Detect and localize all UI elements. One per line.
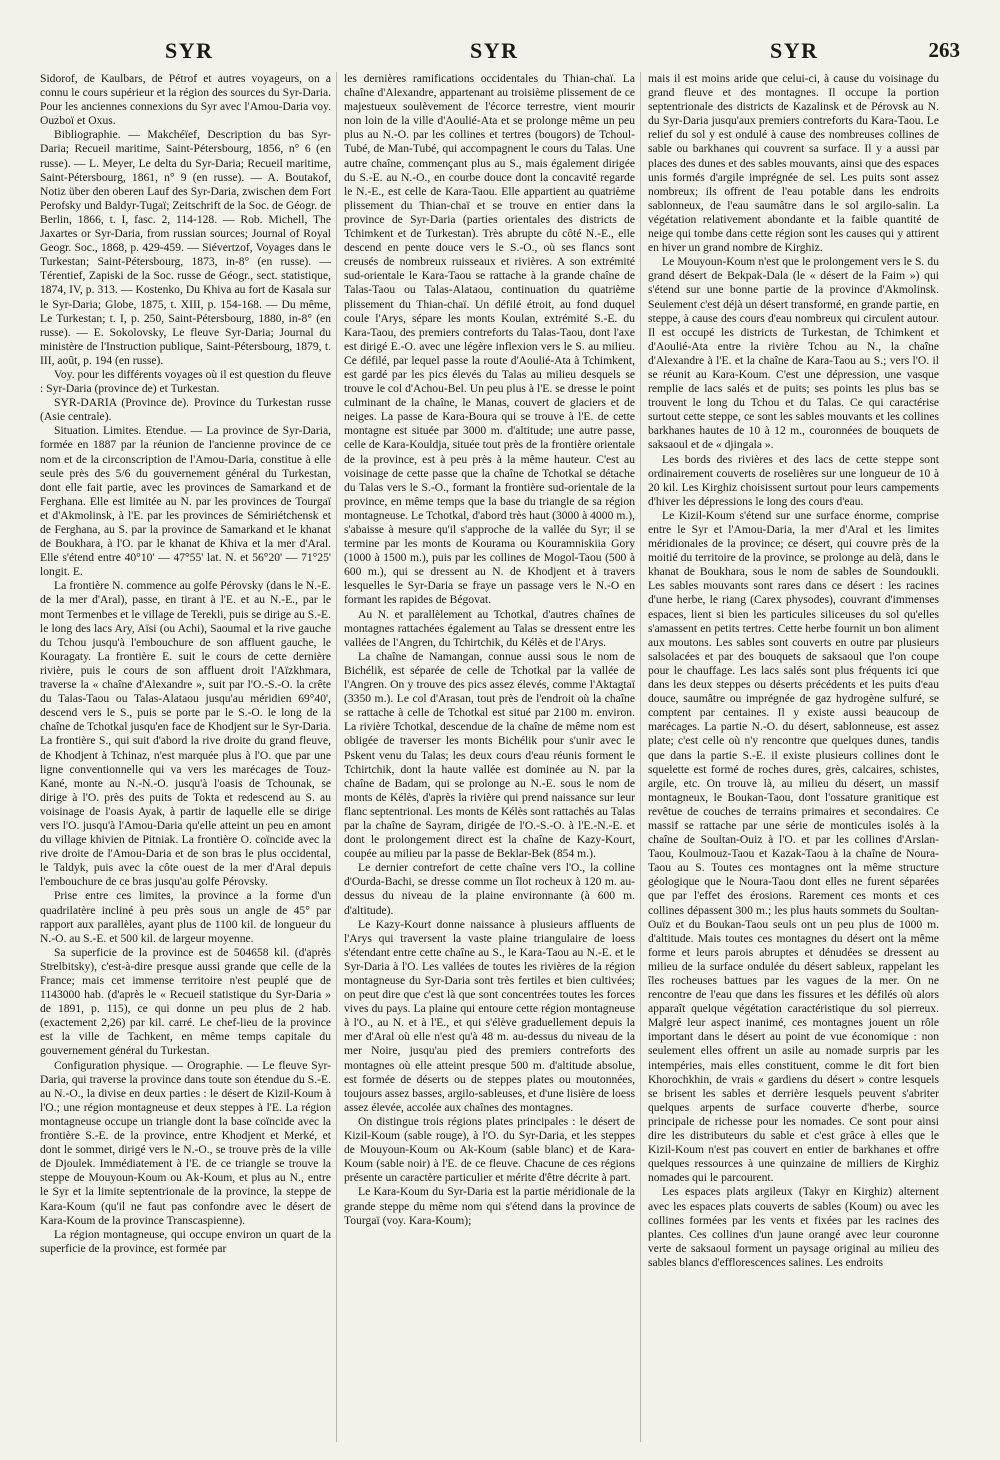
header-word-right: SYR — [770, 38, 819, 63]
column-rule-right — [640, 72, 641, 1442]
text-column-2 — [344, 72, 635, 1440]
paragraph: La chaîne de Namangan, connue aussi sous le nom de Bichélik, est séparée de celle de Tchotkal par la vallée de l'Angren. On y trouve des pics assez élevés, comme l'Aktagtaï (3350 m.). Le col d'Arasan, tout près de l'endroit où la chaîne se rattache à celle de Tchotkal est situé par 2100 m. environ. La rivière Tchotkal, descendue de la chaîne de même nom est obligée de traverser les monts Bichélik pour s'unir avec le Pskent venu du Talas; les deux cours d'eau réunis forment le Tchirtchik, dont la haute vallée est dominée au N. par la chaîne de Badam, qui se prolonge au N.-E. sous le nom de monts de Kélès, d'après la rivière qui prend naissance sur leur flanc septentrional. Les monts de Kélès sont rattachés au Talas par la chaîne de Sayram, dirigée de l'O.-S.-O. à l'E.-N.-E. et dont le prolongement direct est la chaîne de Kazy-Kourt, coupée au milieu par la passe de Beklar-Bek (854 m.). — [344, 649, 635, 861]
paragraph: mais il est moins aride que celui-ci, à cause du voisinage du grand fleuve et des montagnes. Il occupe la portion septentrionale des districts de Kazalinsk et de Pérovsk au N. du Syr-Daria jusqu'aux premiers contreforts du Kara-Taou. Le relief du sol y est ondulé à cause des nombreuses collines de sable ou barkhanes qui couvrent sa surface. Il y a aussi par places des dunes et des sables mouvants, ainsi que des espaces unis formés d'argile imprégnée de sel. Les puits sont assez nombreux; ils offrent de l'eau potable dans les endroits sablonneux, de l'eau saumâtre dans le sol argilo-salin. La végétation relativement abondante et la faible quantité de neige qui tombe dans cette région sont les causes qui y attirent en hiver un grand nombre de Kirghiz. — [648, 72, 939, 255]
paragraph: Les espaces plats argileux (Takyr en Kirghiz) alternent avec les espaces plats couverts de sables (Koum) ou avec les collines formées par les vents et fixées par les racines des plantes. Ces collines d'un jaune orangé avec leur couronne verte de saksaoul forment un paysage original au milieu des sables blancs d'efflorescences salines. Les endroits — [648, 1185, 939, 1269]
paragraph: les dernières ramifications occidentales du Thian-chaï. La chaîne d'Alexandre, appartenant au troisième plissement de ce majestueux soulèvement de l'écorce terrestre, vient mourir non loin de la ville d'Aoulié-Ata et se prolonge même un peu plus au N.-O. par les collines et tertres (bougors) de Tchoul-Tubé, de Man-Tubé, qui accompagnent le cours du Talas. Une autre chaîne, commençant plus au S., mais également dirigée du S.-E. au N.-O., en courbe douce dont la concavité regarde le N.-E., est celle de Kara-Taou. Elle appartient au quatrième plissement du Thian-chaï et se trouve en entier dans la province de Syr-Daria (parties orientales des districts de Tchimkent et de Turkestan). Très abrupte du côté N.-E., elle descend en pente douce vers le S.-O., où ses flancs sont creusés de nombreux ruisseaux et rivières. A son extrémité sud-orientale le Kara-Taou se rattache à la grande chaîne de Talas-Taou ou Talas-Alataou, continuation du quatrième plissement du Thian-chaï. Un défilé étroit, au fond duquel coule l'Arys, sépare les monts Koulan, extrémité S.-E. du Kara-Taou, des premiers contreforts du Talas-Taou, dont l'axe est dirigé E.-O. avec une légère inflexion vers le S. au milieu. Ce défilé, par lequel passe la route d'Aoulié-Ata à Tchimkent, est gardé par les pics élevés du Talas au milieu desquels se trouve le col d'Achou-Bel. Un peu plus à l'E. se dresse le point culminant de la chaîne, le Manas, couvert de glaciers et de neiges. La passe de Kara-Boura qui se trouve à l'E. de cette montagne est située par 3000 m. d'altitude; une autre passe, celle de Kara-Kouldja, située tout près de la frontière orientale de la province, est à peu près à la même hauteur. C'est au voisinage de cette passe que la chaîne de Tchotkal se détache du Talas vers le S.-O., formant la frontière sud-orientale de la province, en même temps que la base du triangle de sa région montagneuse. Le Tchotkal, d'abord très haut (3000 à 4000 m.), s'abaisse à mesure qu'il s'approche de la vallée du Syr; il se termine par les monts de Kourama ou Kouramniskiia Gory (1000 à 1500 m.), puis par les collines de Mogol-Taou (500 à 600 m.), qui se dressent au N. de Khodjent et à travers lesquelles le Syr-Daria se fraye un passage vers le N.-O en formant les rapides de Bégovat. — [344, 72, 635, 607]
paragraph: Le Mouyoun-Koum n'est que le prolongement vers le S. du grand désert de Bekpak-Dala (le « désert de la Faim ») qui s'étend sur une bonne partie de la province d'Akmolinsk. Seulement c'est déjà un désert transformé, en grande partie, en steppe, à cause des cours d'eau nombreux qui circulent autour. Il est occupé les districts de Turkestan, de Tchimkent et d'Aoulié-Ata entre la rivière Tchou au N., la chaîne d'Alexandre à l'E. et la chaîne de Kara-Taou au S.; vers l'O. il se réunit au Kara-Koum. C'est une dépression, une vasque remplie de lacs salés et de puits; ses points les plus bas se trouvent le long du Tchou et du Talas. Ce qui caractérise surtout cette steppe, ce sont les sables mouvants et les collines barkhanes hautes de 10 à 12 m., couronnées de bouquets de saksaoul et de « djingala ». — [648, 255, 939, 452]
paragraph: Le dernier contrefort de cette chaîne vers l'O., la colline d'Ourda-Bachi, se dresse comme un îlot rocheux à 120 m. au-dessus du niveau de la plaine environnante (à 600 m. d'altitude). — [344, 861, 635, 917]
running-header — [0, 38, 1000, 68]
paragraph: Configuration physique. — Orographie. — Le fleuve Syr-Daria, qui traverse la province dans toute son étendue du S.-E. au N.-O., la divise en deux parties : le désert de Kizil-Koum à l'O.; une région montagneuse et deux steppes à l'E. La région montagneuse occupe un triangle dont la base coïncide avec la frontière S.-E. de la province, entre Khodjent et Merké, et dont le sommet, dirigé vers le N.-O., se trouve près de la ville de Djoulek. Immédiatement à l'E. de ce triangle se trouve la steppe de Mouyoun-Koum ou Ak-Koum, et plus au N., entre le Syr et la limite septentrionale de la province, la steppe de Kara-Koum (qu'il ne faut pas confondre avec le désert de Kara-Koum de la province Transcaspienne). — [40, 1058, 331, 1227]
paragraph: Les bords des rivières et des lacs de cette steppe sont ordinairement couverts de roselières sur une longueur de 10 à 20 kil. Les Kirghiz choisissent surtout pour leurs campements d'hiver les dépressions le long des cours d'eau. — [648, 452, 939, 508]
paragraph: Bibliographie. — Makchéïef, Description du bas Syr-Daria; Recueil maritime, Saint-Pétersbourg, 1856, n° 6 (en russe). — L. Meyer, Le delta du Syr-Daria; Recueil maritime, Saint-Pétersbourg, 1861, n° 9 (en russe). — A. Boutakof, Notiz über den oberen Lauf des Syr-Daria, zwischen dem Fort Perofsky und Baldyr-Tugaï; Zeitschrift de la Soc. de Géogr. de Berlin, 1866, t. I, fasc. 2, 114-128. — Rob. Michell, The Jaxartes or Syr-Daria, from russian sources; Journal of Royal Geogr. Soc., 1868, p. 429-459. — Siévertzof, Voyages dans le Turkestan; Saint-Pétersbourg, 1873, in-8° (en russe). — Térentief, Zapiski de la Soc. russe de Géogr., sect. statistique, 1874, IV, p. 313. — Kostenko, Du Khiva au fort de Kasala sur le Syr-Daria; Globe, 1875, t. XIII, p. 154-168. — Du même, Le Turkestan; t. I, p. 250, Saint-Pétersbourg, 1880, in-8° (en russe). — E. Sokolovsky, Le fleuve Syr-Daria; Journal du ministère de l'Instruction publique, Saint-Pétersbourg, 1879, t. III, août, p. 194 (en russe). — [40, 128, 331, 367]
paragraph: SYR-DARIA (Province de). Province du Turkestan russe (Asie centrale). — [40, 396, 331, 424]
paragraph: Situation. Limites. Etendue. — La province de Syr-Daria, formée en 1887 par la réunion de l'ancienne province de ce nom et de la circonscription de l'Amou-Daria, constitue à elle seule près des 5/6 du gouvernement général du Turkestan, dont elle fait partie, avec les provinces de Samarkand et de Ferghana. Elle est limitée au N. par les provinces de Tourgaï et d'Akmolinsk, à l'E. par les provinces de Sémiriétchensk et de Ferghana, au S. par la province de Samarkand et le khanat de Boukhara, à l'O. par le khanat de Khiva et la mer d'Aral. Elle s'étend entre 40°10' — 47°55' lat. N. et 56°20' — 71°25' longit. E. — [40, 424, 331, 579]
paragraph: On distingue trois régions plates principales : le désert de Kizil-Koum (sable rouge), à l'O. du Syr-Daria, et les steppes de Mouyoun-Koum ou Ak-Koum (sable blanc) et de Kara-Koum (sable noir) à l'E. de ce fleuve. Chacune de ces régions présente un caractère particulier et mérite d'être décrite à part. — [344, 1114, 635, 1185]
column-rule-left — [336, 72, 337, 1442]
paragraph: Au N. et parallèlement au Tchotkal, d'autres chaînes de montagnes rattachées également au Talas se dressent entre les vallées de l'Angren, du Tchirtchik, du Kélès et de l'Arys. — [344, 607, 635, 649]
paragraph: Le Kazy-Kourt donne naissance à plusieurs affluents de l'Arys qui traversent la vaste plaine triangulaire de loess s'étendant entre cette chaîne au S., le Kara-Taou au N.-E. et le Syr-Daria à l'O. Les vallées de toutes les rivières de la région montagneuse du Syr-Daria sont très fertiles et bien cultivées; on peut dire que c'est là que sont concentrées toutes les forces vives du pays. La plaine qui entoure cette région montagneuse à l'O., au N. et à l'E., et qui s'élève graduellement depuis la mer d'Aral où elle n'est qu'à 48 m. au-dessus du niveau de la mer Noire, jusqu'au pied des premiers contreforts des montagnes où elle atteint presque 500 m. d'altitude absolue, est formée de déserts ou de steppes plates ou moutonnées, toujours assez basses, argilo-sableuses, et d'une lisière de loess assez élevée, accolée aux chaînes des montagnes. — [344, 917, 635, 1114]
page-number: 263 — [928, 38, 960, 62]
header-word-left: SYR — [165, 38, 214, 63]
paragraph: La frontière N. commence au golfe Pérovsky (dans le N.-E. de la mer d'Aral), passe, en tirant à l'E. et au N.-E., par le mont Termenbes et le village de Terekli, puis se dirige au S.-E. le long des lacs Ary, Aïsi (ou Achi), Saoumal et la rive gauche du Tchou jusqu'à l'embouchure de son affluent gauche, le Kouragaty. La frontière E. suit le cours de cette dernière rivière, puis le cours de son affluent droit l'Aïzkhmara, traverse la « chaîne d'Alexandre », suit par l'O.-S.-O. la crête du Talas-Taou ou Talas-Alataou jusqu'au méridien 69°40', descend vers le S., puis se porte par le S.-O. le long de la chaîne de Tchotkal jusqu'en face de Khodjent sur le Syr-Daria. La frontière S., qui suit d'abord la rive droite du grand fleuve, de Khodjent à Tchinaz, n'est marquée plus à l'O. que par une ligne conventionnelle qui va vers les marécages de Touz-Kané, monte au N.-N.-O. jusqu'à l'oasis de Tchounak, se dirige à l'O. près des puits de Tokta et redescend au S. au voisinage de l'oasis Ayak, à partir de laquelle elle se dirige vers l'O. jusqu'à l'Amou-Daria qu'elle atteint un peu en amont du village khivien de Pitniak. La frontière O. coïncide avec la rive droite de l'Amou-Daria et de son bras le plus occidental, le Taldyk, puis avec la côte ouest de la mer d'Aral depuis l'embouchure de ce bras jusqu'au golfe Pérovsky. — [40, 579, 331, 889]
paragraph: Le Kizil-Koum s'étend sur une surface énorme, comprise entre le Syr et l'Amou-Daria, la mer d'Aral et les limites méridionales de la province; ce désert, qui couvre près de la moitié du territoire de la province, se prolonge au delà, dans le khanat de Boukhara, sous le nom de sables de Soundoukli. Les sables mouvants sont rares dans ce désert : les racines d'une herbe, le riang (Carex physodes), couvrant d'immenses espaces, lient si bien les particules siliceuses du sol qu'elles s'amassent en petits tertres. Cette herbe fournit un bon aliment aux moutons. Les sables sont couverts en outre par plusieurs salsolacées et par des bouquets de saksaoul que l'on coupe pour le chauffage. Les lacs salés sont plus fréquents ici que dans les deux steppes ou déserts précédents et les puits d'eau douce, saumâtre ou imprégnée de gaz hydrogène sulfuré, se comptent par centaines. Il y existe aussi beaucoup de marécages. La partie N.-O. du désert, sablonneuse, est assez plate; c'est celle où n'y rencontre que quelques dunes, tandis que dans la partie S.-E. il existe plusieurs collines dont le squelette est formé de roches dures, grès, calcaires, schistes, argile, etc. On trouve là, au milieu du désert, un massif montagneux, le Boukan-Taou, dont l'ossature granitique est revêtue de couches de terrains primaires et secondaires. Ce massif se rattache par une série de monticules isolés à la chaîne de Soultan-Ouiz à l'O. et par les collines d'Arslan-Taou, Koulmouz-Taou et Kazak-Taou à la chaîne de Noura-Taou au S. Toutes ces montagnes ont la même structure géologique que le Noura-Taou dont elles ne furent séparées que par l'effet des érosions. Rarement ces monts et ces collines dépassent 300 m.; les plus hauts sommets du Soultan-Ouïz et du Boukan-Taou seuls ont un peu plus de 1000 m. d'altitude. Mais toutes ces montagnes du désert ont la même forme et leurs parois abruptes et dénudées se dressent au milieu de la surface ondulée du désert sableux, rappelant les îles rocheuses battues par les vagues de la mer. On ne rencontre de l'eau que dans les fissures et les défilés où alors apparaît quelque végétation caractéristique du sol pierreux. Malgré leur aspect inanimé, ces montagnes jouent un rôle important dans le désert au point de vue économique : non seulement elles offrent un asile au nomade surpris par les intempéries, mais elles constituent, comme le dit fort bien Khorochkhin, de vrais « gardiens du désert » contre lesquels se brisent les sables et derrière lesquels peuvent s'abriter quelques arpents de surface couverte d'herbe, source principale de richesse pour les nomades. Ce sont pour ainsi dire les distributeurs du sable et c'est grâce à elles que le Kizil-Koum n'est pas couvert en entier de barkhanes et offre quelques ressources à une quinzaine de milliers de Kirghiz nomades qui le parcourent. — [648, 508, 939, 1185]
text-column-3 — [648, 72, 939, 1440]
paragraph: Sidorof, de Kaulbars, de Pétrof et autres voyageurs, on a connu le cours supérieur et la région des sources du Syr-Daria. Pour les anciennes connexions du Syr avec l'Amou-Daria voy. Ouzboï et Oxus. — [40, 72, 331, 128]
paragraph: La région montagneuse, qui occupe environ un quart de la superficie de la province, est formée par — [40, 1227, 331, 1255]
paragraph: Sa superficie de la province est de 504658 kil. (d'après Strelbitsky), c'est-à-dire presque aussi grande que celle de la France; mais cet immense territoire n'est peuplé que de 1143000 hab. (d'après le « Recueil statistique du Syr-Daria » de 1891, p. 115), ce qui donne un peu plus de 2 hab. (exactement 2,26) par kil. carré. Le chef-lieu de la province est la ville de Tachkent, en même temps capitale du gouvernement général du Turkestan. — [40, 945, 331, 1058]
header-word-center: SYR — [470, 38, 519, 63]
paragraph: Prise entre ces limites, la province a la forme d'un quadrilatère incliné à peu près sous un angle de 45° par rapport aux parallèles, ayant plus de 1100 kil. de longueur du N.-O. au S.-E. et 500 kil. de largeur moyenne. — [40, 889, 331, 945]
paragraph: Voy. pour les différents voyages où il est question du fleuve : Syr-Daria (province de) et Turkestan. — [40, 367, 331, 396]
text-column-1 — [40, 72, 331, 1440]
paragraph: Le Kara-Koum du Syr-Daria est la partie méridionale de la grande steppe du même nom qui s'étend dans la province de Tourgaï (voy. Kara-Koum); — [344, 1185, 635, 1227]
